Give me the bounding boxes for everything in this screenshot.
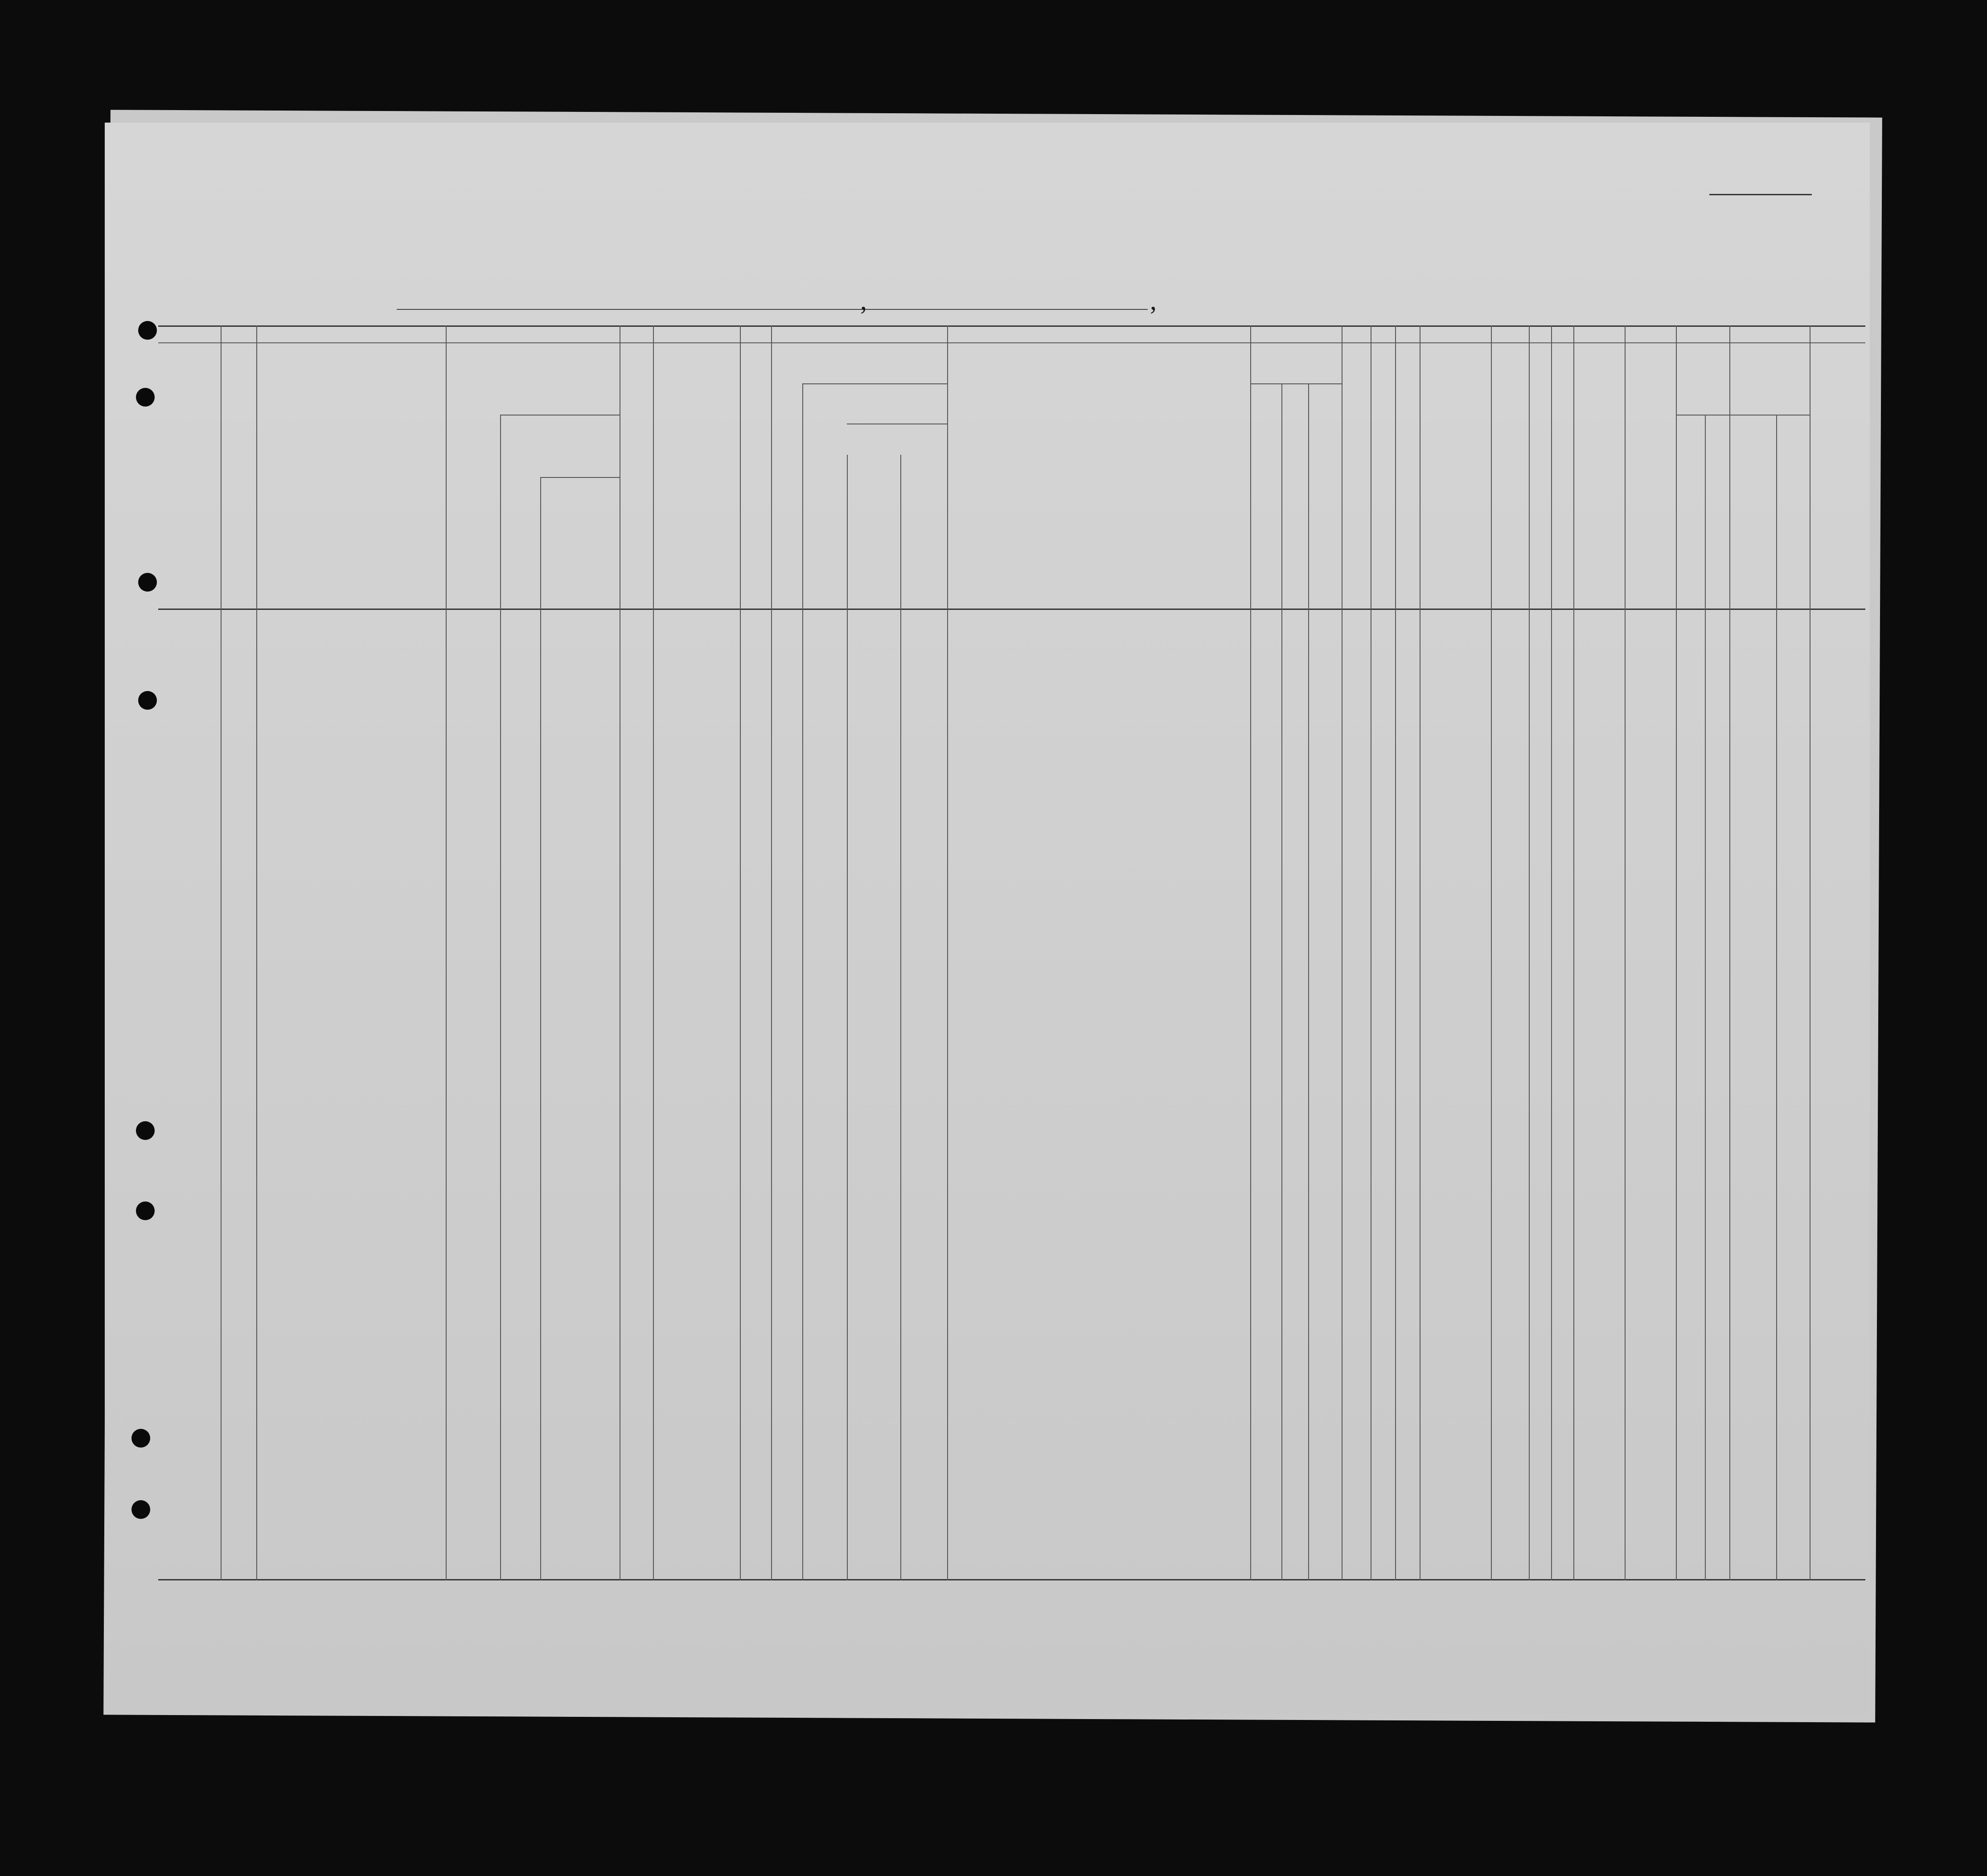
- column-rule: [1281, 383, 1282, 1580]
- column-number-rule: [158, 342, 1865, 343]
- column-rule: [500, 415, 501, 1580]
- column-rule: [1491, 325, 1492, 1580]
- manifest-table: [158, 325, 1865, 1580]
- header-subrule: [540, 477, 620, 478]
- column-rule: [947, 325, 948, 1580]
- punch-hole: [138, 321, 157, 340]
- column-rule: [540, 477, 541, 1580]
- punch-hole: [138, 573, 157, 592]
- column-rule: [653, 325, 654, 1580]
- column-rule: [900, 455, 901, 1580]
- header-subrule: [500, 415, 620, 416]
- date-underline: [871, 309, 1148, 310]
- punch-hole: [131, 1429, 150, 1448]
- column-rule: [256, 325, 257, 1580]
- column-rule: [1625, 325, 1626, 1580]
- column-rule: [1676, 325, 1677, 1580]
- column-rule: [740, 325, 741, 1580]
- punch-hole: [138, 691, 157, 710]
- column-rule: [221, 325, 222, 1580]
- column-rule: [1308, 383, 1309, 1580]
- column-rule: [1529, 325, 1530, 1580]
- list-underline: [1709, 194, 1812, 195]
- punch-hole: [136, 388, 155, 407]
- column-rule: [446, 325, 447, 1580]
- column-rule: [1551, 325, 1552, 1580]
- header-subrule: [1250, 383, 1342, 384]
- column-rule: [1729, 325, 1730, 1580]
- punch-hole: [136, 1121, 155, 1140]
- header-subrule: [1729, 415, 1810, 416]
- header-subrule: [802, 383, 947, 384]
- column-rule: [802, 383, 803, 1580]
- column-rule: [771, 325, 772, 1580]
- comma-separator: ,: [860, 286, 867, 315]
- column-rule: [1250, 325, 1251, 1580]
- header-subrule: [1676, 415, 1729, 416]
- manifest-sheet: [105, 123, 1870, 1714]
- column-rule: [1776, 415, 1777, 1580]
- column-rule: [1705, 415, 1706, 1580]
- punch-hole: [136, 1201, 155, 1220]
- table-top-border: [158, 325, 1865, 327]
- header-bottom-rule: [158, 609, 1865, 610]
- punch-hole: [131, 1500, 150, 1519]
- table-bottom-border: [158, 1579, 1865, 1580]
- comma-separator: ,: [1150, 286, 1157, 315]
- column-rule: [1395, 325, 1396, 1580]
- column-rule: [1573, 325, 1574, 1580]
- column-rule: [847, 455, 848, 1580]
